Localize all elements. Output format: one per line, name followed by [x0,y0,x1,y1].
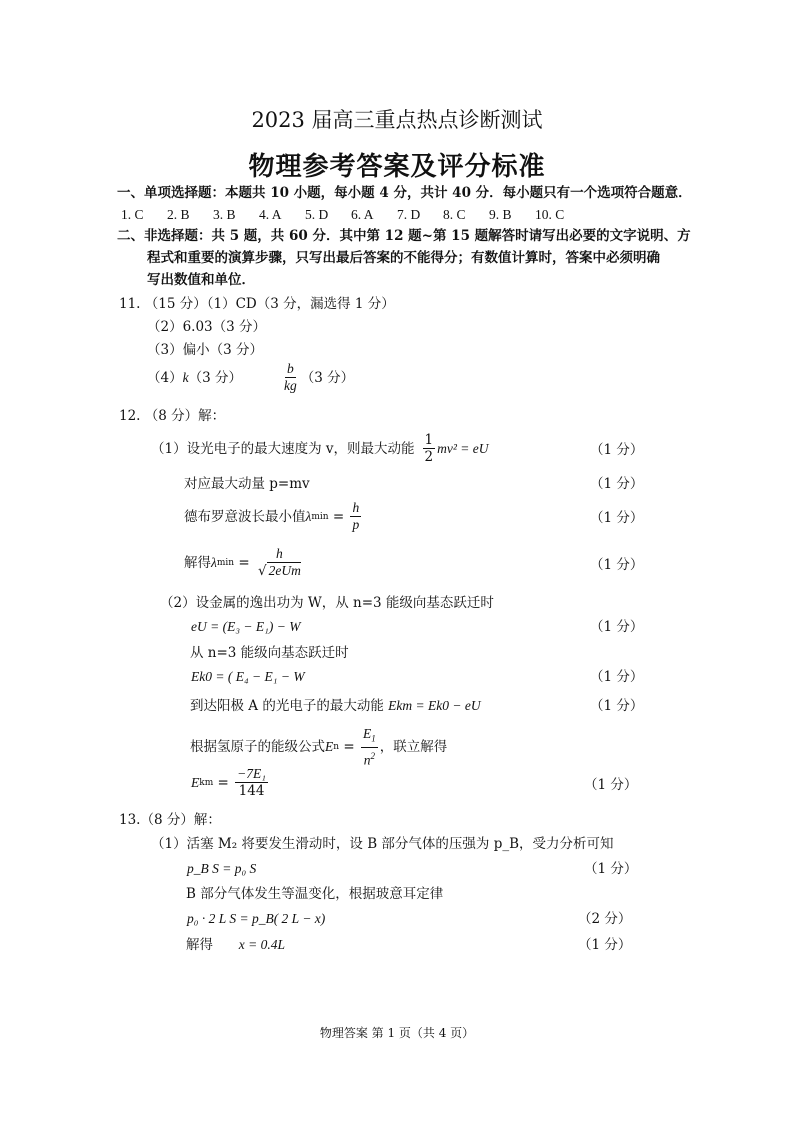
q11-line4-score2: （3 分） [300,369,355,386]
q12-part1-text: （1）设光电子的最大速度为 v，则最大动能 [151,440,415,457]
q11-line4-prefix: （4） [147,369,183,386]
score-label: （1 分） [584,777,638,793]
final-fraction [235,766,268,799]
q12-momentum: 对应最大动量 p=mv [184,476,310,492]
q12-solve-line: 解得 λ min = $\frac{h}{\text{√ 2eUm}}$ [184,546,301,579]
q13-boyle-text: B 部分气体发生等温变化，根据玻意耳定律 [186,886,444,902]
q12-from-text: 从 n=3 能级向基态跃迁时 [190,645,349,661]
q11-frac-numerator: b [286,361,294,376]
answer-item: 3. B [213,207,236,222]
section2-heading-line2: 程式和重要的演算步骤，只写出最后答案的不能得分；有数值计算时，答案中必须明确 [147,250,660,266]
final-numerator: −7E₁ [237,766,266,781]
q11-frac-denominator: kg [283,378,297,393]
q12-eq2: Ek0 = ( E₄ − E₁ − W [191,669,305,684]
answer-list [121,206,581,224]
section2-heading-line3: 写出数值和单位． [147,272,255,288]
answer-item: 4. A [259,207,282,222]
answer-item: 6. A [351,207,374,222]
score-label: （1 分） [590,619,644,635]
q12-eq1: eU = (E₃ − E₁) − W [191,619,301,634]
q12-anode-text: 到达阳极 A 的光电子的最大动能 [190,698,384,714]
q11-fraction [282,361,299,394]
section1-heading: 一、单项选择题：本题共 10 小题，每小题 4 分，共计 40 分．每小题只有一个选项符合题意． [117,185,692,201]
q11-line1: 11. （15 分）（1）CD（3 分，漏选得 1 分） [119,296,395,312]
q12-debroglie-text: 德布罗意波长最小值 [184,508,306,525]
solve-fraction: $\frac{h}{\text{√ 2eUm}}$ [257,546,301,579]
q13-solve-line [186,936,285,954]
score-label: （1 分） [584,861,638,877]
document-title: 物理参考答案及评分标准 [248,152,546,182]
q12-part2-text: （2）设金属的逸出功为 W，从 n=3 能级向基态跃迁时 [160,595,494,611]
answer-item: 7. D [397,207,421,222]
exam-title: 2023 届高三重点热点诊断测试 [251,108,543,132]
answer-item: 2. B [167,207,190,222]
q13-eq1: p_B S = p₀ S [187,861,257,876]
q12-anode-eq: Ekm = Ek0 − eU [388,698,481,713]
score-label: （1 分） [590,442,644,458]
q13-eq3: x = 0.4L [238,937,285,952]
half-fraction: $\frac{1}{2}$ [424,432,434,465]
q12-part1-line [151,432,489,465]
score-label: （1 分） [590,557,644,573]
answer-item: 9. B [489,207,512,222]
score-label: （1 分） [590,476,644,492]
q11-line4-score1: （3 分） [188,369,242,386]
section2-heading-line1: 二、非选择题：共 5 题，共 60 分．其中第 12 题~第 15 题解答时请写出必要的文字说明、方 [117,228,691,244]
q12-debroglie-line: 德布罗意波长最小值 λ min = $\frac{h}{p}$ [184,500,360,532]
q11-line3: （3）偏小（3 分） [147,342,263,358]
q11-k-symbol: k [182,369,189,385]
score-label: （1 分） [578,937,632,953]
debroglie-fraction: $\frac{h}{p}$ [352,500,360,532]
q12-hydrogen-after: ，联立解得 [379,739,448,756]
q11-line4 [147,361,354,394]
answer-item: 10. C [535,207,565,222]
answer-item: 1. C [121,207,144,222]
hydrogen-fraction: $\frac{E_1}{n^2}$ [362,726,376,768]
score-label: （1 分） [590,669,644,685]
q12-solve-text: 解得 [184,554,211,571]
score-label: （1 分） [590,510,644,526]
q12-final-line: E km = $\frac{\text{−7E₁}}{144}$ [191,766,266,799]
q12-heading: 12. （8 分）解： [119,408,226,424]
q12-hydrogen-text: 根据氢原子的能级公式 [190,739,325,756]
q13-eq2: p₀ · 2 L S = p_B( 2 L − x) [187,911,326,926]
kinetic-energy-equation: mv² = eU [437,440,489,456]
score-label: （1 分） [590,698,644,714]
q13-solve-text: 解得 [186,937,213,953]
page-footer: 物理答案 第 1 页（共 4 页） [319,1026,475,1040]
q13-part1-text: （1）活塞 M₂ 将要发生滑动时，设 B 部分气体的压强为 p_B，受力分析可知 [151,836,614,852]
answer-item: 8. C [443,207,466,222]
q12-anode-line [190,697,481,715]
q11-line2: （2）6.03（3 分） [147,319,267,335]
q12-hydrogen-line: 根据氢原子的能级公式 E n = $\frac{E_1}{n^2}$ ，联立解得 [190,726,448,768]
answer-item: 5. D [305,207,329,222]
score-label: （2 分） [578,911,632,927]
q13-heading: 13.（8 分）解： [119,812,221,828]
final-denominator: 144 [238,783,265,799]
